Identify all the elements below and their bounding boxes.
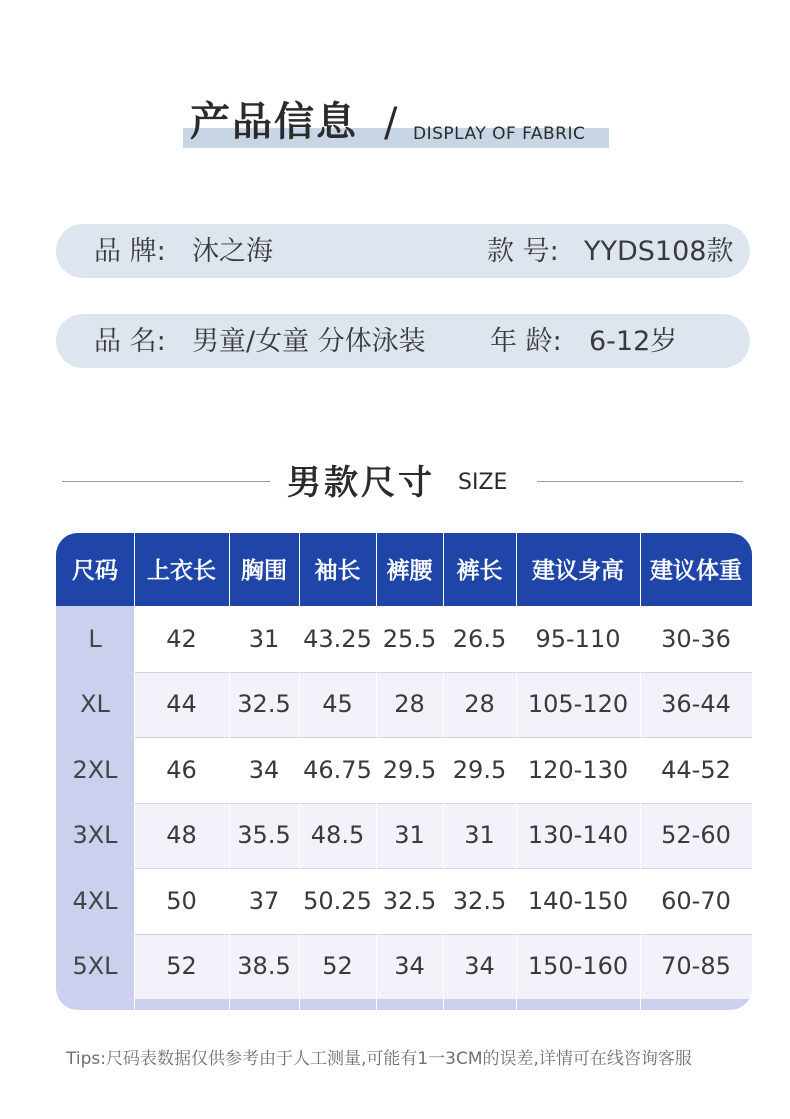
table-cell: 36-44 [661, 690, 731, 719]
section-divider-right [537, 481, 743, 482]
table-cell: 44 [166, 690, 197, 719]
column-divider [516, 533, 517, 1010]
table-cell: 31 [248, 624, 280, 653]
table-cell: 34 [248, 755, 280, 784]
model-value: YYDS108款 [584, 236, 734, 267]
table-row [56, 934, 752, 1000]
table-cell: 31 [464, 821, 495, 850]
row-separator [56, 803, 752, 804]
table-cell: 25.5 [382, 624, 437, 653]
table-header-cell: 尺码 [72, 558, 118, 584]
size-table-header [56, 533, 752, 606]
row-separator [56, 868, 752, 869]
table-cell: 48 [166, 821, 197, 850]
table-cell: 150-160 [527, 952, 629, 981]
size-label-cell: L [88, 624, 102, 653]
title-slash: / [384, 100, 398, 146]
section-subtitle: SIZE [458, 470, 508, 495]
table-cell: 29.5 [382, 755, 437, 784]
model-label: 款 号: [487, 236, 559, 267]
column-divider [443, 533, 444, 1010]
table-cell: 48.5 [310, 821, 365, 850]
table-row [56, 803, 752, 869]
section-divider-left [62, 481, 270, 482]
info-pill-brand [56, 224, 750, 278]
column-divider [134, 533, 135, 1010]
page-title: 产品信息 [190, 99, 358, 145]
row-separator [56, 672, 752, 673]
table-cell: 52 [166, 952, 197, 981]
table-cell: 105-120 [527, 690, 629, 719]
table-cell: 120-130 [527, 755, 629, 784]
table-header-cell: 胸围 [241, 558, 287, 584]
table-row [56, 737, 752, 803]
table-cell: 30-36 [661, 624, 731, 653]
table-cell: 60-70 [661, 886, 731, 915]
table-row [56, 672, 752, 738]
table-cell: 50.25 [303, 886, 372, 915]
table-cell: 38.5 [237, 952, 291, 981]
name-value: 男童/女童 分体泳装 [192, 326, 426, 357]
table-cell: 32.5 [452, 886, 507, 915]
size-label-cell: 4XL [72, 886, 118, 915]
table-cell: 140-150 [527, 886, 629, 915]
table-cell: 43.25 [303, 624, 372, 653]
age-value: 6-12岁 [589, 326, 678, 357]
table-cell: 28 [464, 690, 495, 719]
table-cell: 37 [248, 886, 280, 915]
tips-text: Tips:尺码表数据仅供参考由于人工测量,可能有1一3CM的误差,详情可在线咨询客服 [66, 1049, 692, 1069]
name-label: 品 名: [94, 326, 166, 357]
table-cell: 28 [394, 690, 425, 719]
column-divider [640, 533, 641, 1010]
table-cell: 95-110 [535, 624, 621, 653]
table-cell: 52-60 [661, 821, 731, 850]
size-label-cell: XL [80, 690, 110, 719]
table-header-cell: 裤腰 [386, 558, 433, 584]
brand-label: 品 牌: [94, 236, 166, 267]
column-divider [299, 533, 300, 1010]
age-label: 年 龄: [490, 326, 562, 357]
table-header-cell: 建议身高 [532, 558, 624, 584]
table-cell: 52 [322, 952, 353, 981]
table-header-cell: 建议体重 [650, 558, 742, 584]
table-cell: 44-52 [661, 755, 731, 784]
table-cell: 46.75 [303, 755, 372, 784]
column-divider [376, 533, 377, 1010]
table-cell: 50 [166, 886, 197, 915]
table-cell: 42 [166, 624, 197, 653]
size-label-cell: 5XL [72, 952, 118, 981]
size-label-cell: 3XL [72, 821, 118, 850]
page-subtitle: DISPLAY OF FABRIC [413, 124, 586, 144]
table-cell: 34 [464, 952, 495, 981]
table-cell: 26.5 [452, 624, 507, 653]
size-table [56, 533, 752, 1010]
table-cell: 32.5 [382, 886, 437, 915]
row-separator [56, 934, 752, 935]
section-title: 男款尺寸 [287, 463, 435, 503]
table-header-cell: 上衣长 [147, 558, 216, 584]
table-header-cell: 裤长 [456, 558, 503, 584]
table-header-cell: 袖长 [314, 558, 361, 584]
info-pill-name [56, 314, 750, 368]
column-divider [229, 533, 230, 1010]
row-separator [56, 737, 752, 738]
table-cell: 46 [166, 755, 197, 784]
table-cell: 35.5 [237, 821, 291, 850]
table-cell: 32.5 [237, 690, 291, 719]
table-cell: 70-85 [661, 952, 731, 981]
table-cell: 31 [394, 821, 425, 850]
table-cell: 45 [322, 690, 353, 719]
brand-value: 沐之海 [192, 236, 273, 267]
size-label-cell: 2XL [72, 755, 118, 784]
table-cell: 34 [394, 952, 425, 981]
table-cell: 29.5 [452, 755, 507, 784]
table-cell: 130-140 [527, 821, 629, 850]
table-row [56, 868, 752, 934]
table-row [56, 606, 752, 672]
